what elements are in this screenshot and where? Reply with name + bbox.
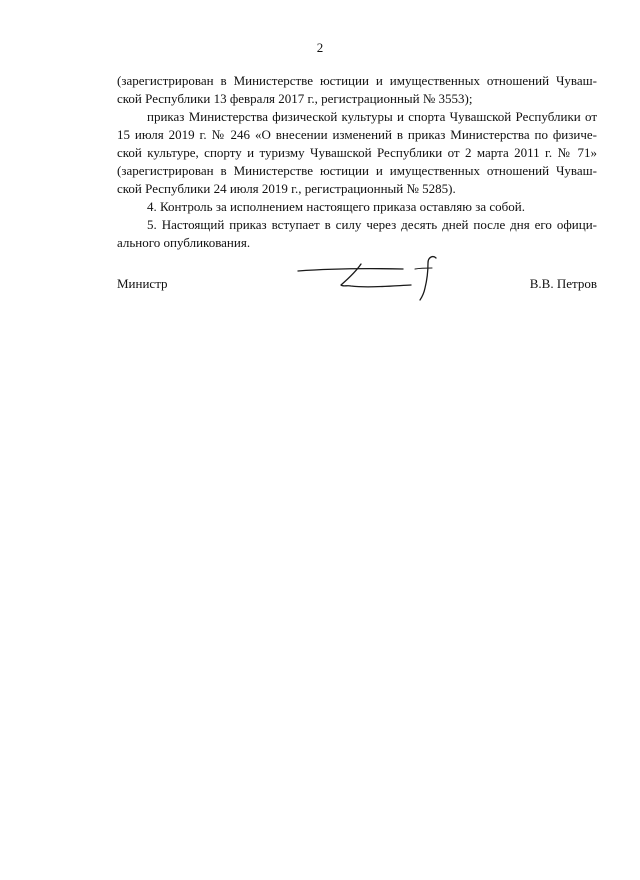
paragraph-line: 4. Контроль за исполнением настоящего приказа оставляю за собой. [147, 199, 525, 214]
paragraph-line: ской Республики 24 июля 2019 г., регистрационный № 5285). [117, 181, 456, 196]
paragraph-line: ской Республики 13 февраля 2017 г., регистрационный № 3553); [117, 91, 473, 106]
document-body [117, 72, 597, 252]
paragraph-line: ской культуре, спорту и туризму Чувашской Республики от 2 марта 2011 г. № 71» [117, 145, 597, 160]
signer-position: Министр [117, 276, 168, 291]
paragraph-line: (зарегистрирован в Министерстве юстиции и имущественных отношений Чуваш- [117, 73, 597, 88]
handwritten-signature [295, 252, 445, 302]
paragraph-line: 15 июля 2019 г. № 246 «О внесении изменений в приказ Министерства по физиче- [117, 127, 597, 142]
signer-name: В.В. Петров [529, 276, 597, 291]
paragraph-line: ального опубликования. [117, 235, 251, 250]
paragraph-line: (зарегистрирован в Министерстве юстиции и имущественных отношений Чуваш- [117, 163, 597, 178]
paragraph-line: 5. Настоящий приказ вступает в силу через десять дней после дня его офици- [147, 217, 597, 232]
page-number: 2 [316, 40, 324, 55]
paragraph-line: приказ Министерства физической культуры и спорта Чувашской Республики от [147, 109, 597, 124]
